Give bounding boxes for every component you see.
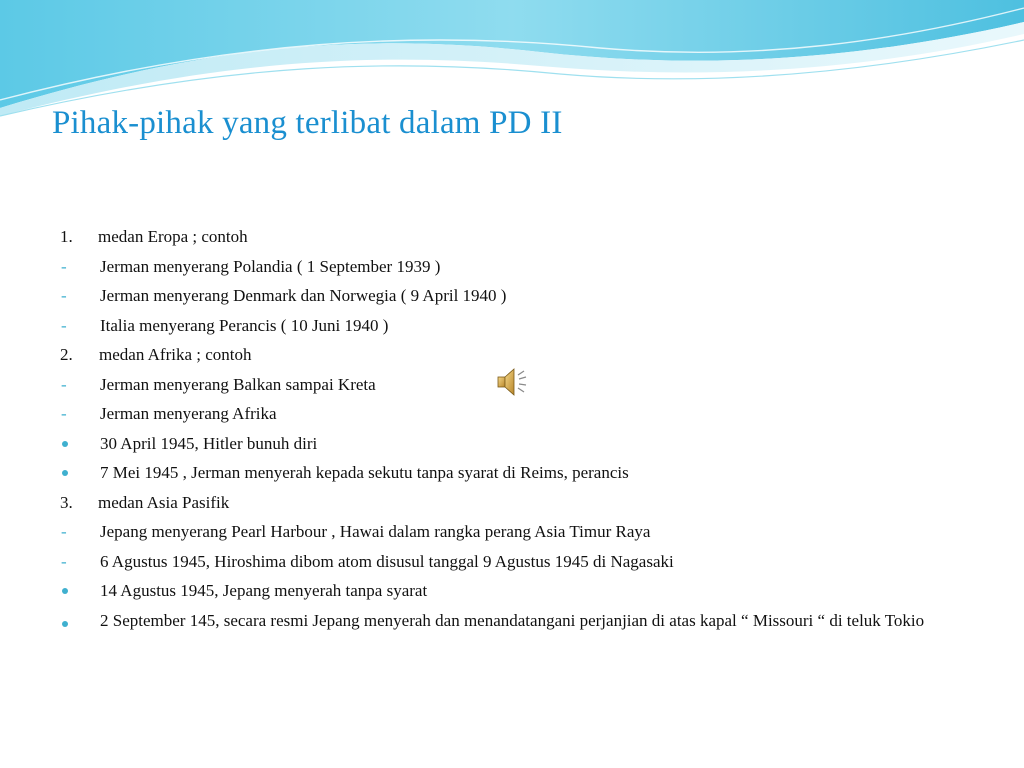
list-item-text: Jerman menyerang Balkan sampai Kreta <box>100 374 376 394</box>
list-number: 3. <box>60 492 73 512</box>
list-item <box>60 576 960 606</box>
list-item-text: 7 Mei 1945 , Jerman menyerah kepada sekutu tanpa syarat di Reims, perancis <box>100 463 629 482</box>
list-number: 1. <box>60 227 73 246</box>
list-item-text: 14 Agustus 1945, Jepang menyerah tanpa syarat <box>100 581 428 600</box>
list-item-text: Jepang menyerang Pearl Harbour , Hawai dalam rangka perang Asia Timur Raya <box>100 522 651 541</box>
dash-bullet: - <box>61 374 67 394</box>
dash-bullet: - <box>61 522 67 541</box>
list-item <box>60 458 960 488</box>
list-number: 2. <box>60 345 73 364</box>
list-item-text: Italia menyerang Perancis ( 10 Juni 1940 ) <box>100 315 389 335</box>
content-list <box>60 222 960 633</box>
list-item-text: 2 September 145, secara resmi Jepang menyerah dan menandatangani perjanjian di atas kapal “ Missouri “ di teluk Tokio <box>100 610 925 630</box>
list-item <box>60 222 960 252</box>
list-item-text: medan Afrika ; contoh <box>99 345 252 364</box>
dash-bullet: - <box>61 315 67 335</box>
dash-bullet: - <box>61 286 67 305</box>
list-item-text: 6 Agustus 1945, Hiroshima dibom atom disusul tanggal 9 Agustus 1945 di Nagasaki <box>100 551 674 571</box>
speaker-icon[interactable] <box>494 364 530 400</box>
dash-bullet: - <box>61 256 67 276</box>
list-item-text: medan Eropa ; contoh <box>98 227 248 246</box>
dash-bullet: - <box>61 404 67 423</box>
list-item <box>60 281 960 311</box>
list-item <box>60 606 960 633</box>
dash-bullet: - <box>61 551 67 571</box>
list-item-text: Jerman menyerang Denmark dan Norwegia ( 9 April 1940 ) <box>100 286 507 305</box>
list-item <box>60 252 960 282</box>
list-item <box>60 547 960 577</box>
list-item <box>60 311 960 341</box>
slide-title: Pihak-pihak yang terlibat dalam PD II <box>52 105 563 141</box>
list-item <box>60 399 960 429</box>
header-wave-decoration <box>0 0 1024 120</box>
list-item-text: 30 April 1945, Hitler bunuh diri <box>100 433 318 453</box>
list-item-text: Jerman menyerang Polandia ( 1 September 1939 ) <box>100 256 441 276</box>
list-item <box>60 429 960 459</box>
list-item <box>60 488 960 518</box>
list-item <box>60 517 960 547</box>
list-item-text: medan Asia Pasifik <box>98 492 230 512</box>
list-item-text: Jerman menyerang Afrika <box>100 404 277 423</box>
